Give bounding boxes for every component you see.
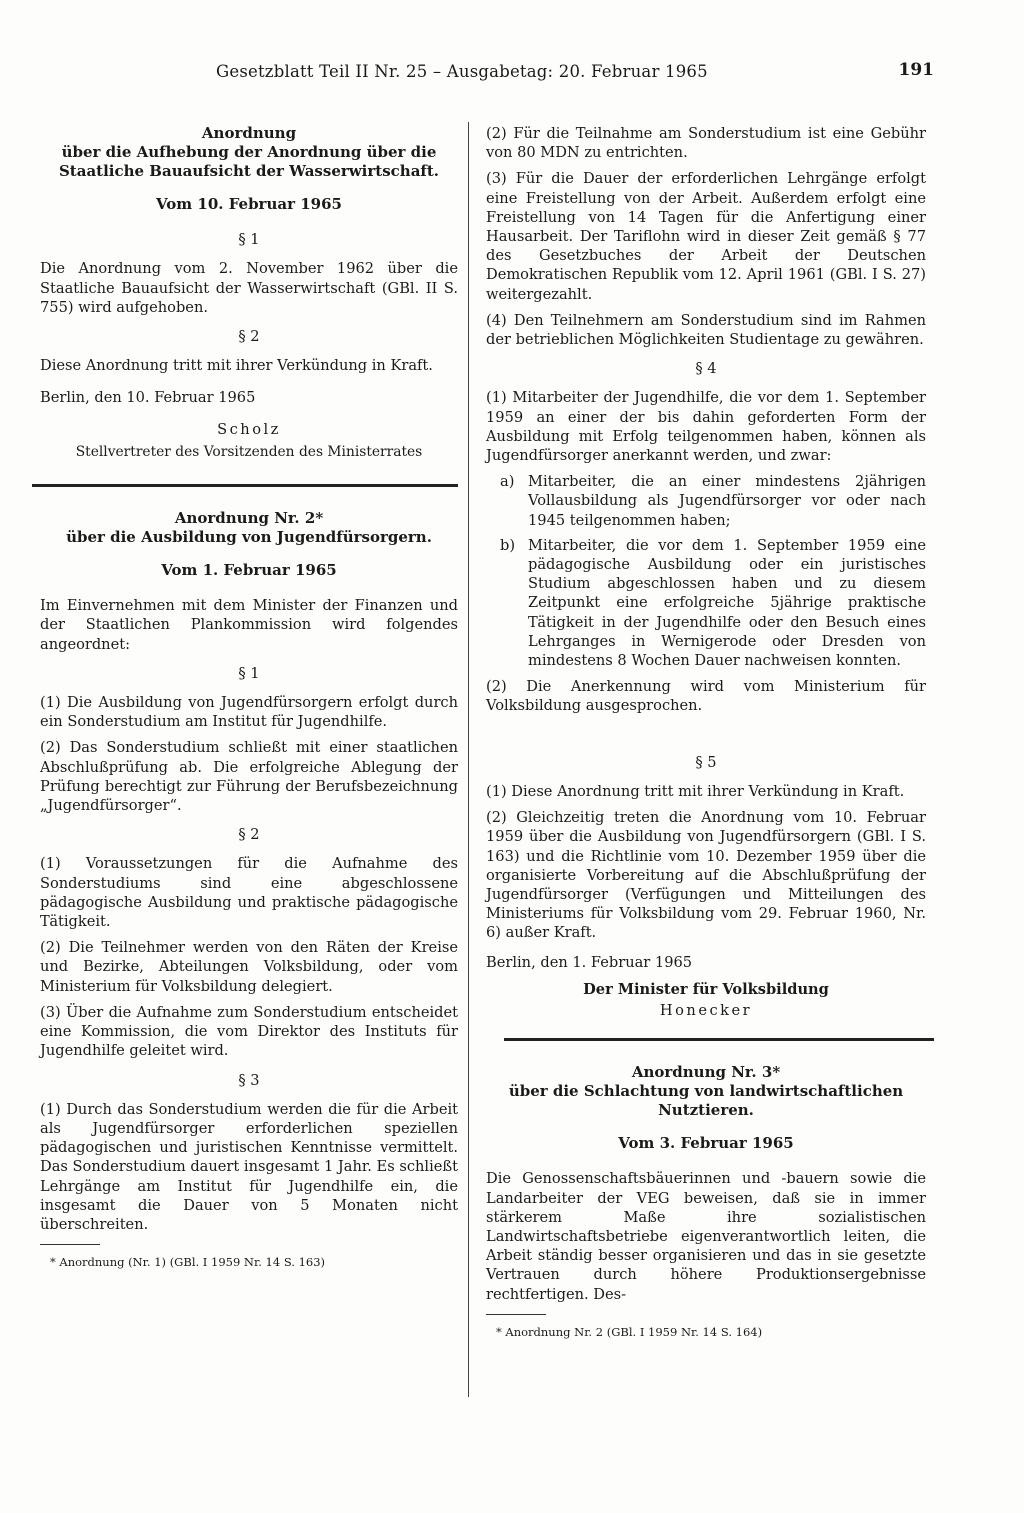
footnote-rule — [40, 1244, 100, 1245]
paragraph: (2) Die Teilnehmer werden von den Räten der Kreise und Bezirke, Abteilungen Volksbildung, oder vom Ministerium für Volksbildung delegiert. — [40, 939, 458, 995]
page-header — [40, 60, 934, 92]
paragraph: (1) Durch das Sonderstudium werden die für die Arbeit als Jugendfürsorger erforderlichen speziellen pädagogischen und juristischen Kenntnisse vermittelt. Das Sonderstudium dauert insgesamt 1 Jahr. Es schließt Lehrgänge am Institut für Jugendhilfe ein, die insgesamt die Dauer von 5 Monaten nicht überschreiten. — [40, 1100, 458, 1233]
ordinance-2-title-line: über die Ausbildung von Jugendfürsorgern. — [66, 528, 432, 547]
paragraph: Diese Anordnung tritt mit ihrer Verkündung in Kraft. — [40, 357, 433, 375]
paragraph: (2) Das Sonderstudium schließt mit einer staatlichen Abschlußprüfung ab. Die erfolgreiche Ablegung der Prüfung berechtigt zur Führung der Berufsbezeichnung „Jugendfürsorger“. — [40, 739, 458, 815]
paragraph: (4) Den Teilnehmern am Sonderstudium sind im Rahmen der betrieblichen Möglichkeiten Studientage zu gewähren. — [486, 311, 926, 349]
footnote-rule — [486, 1314, 546, 1315]
list-item-text: Mitarbeiter, die an einer mindestens 2jährigen Vollausbildung als Jugendfürsorger vor oder nach 1945 teilgenommen haben; — [528, 473, 926, 529]
page-number: 191 — [898, 60, 934, 80]
footnote: * Anordnung (Nr. 1) (GBl. I 1959 Nr. 14 S. 163) — [50, 1255, 326, 1270]
paragraph: (2) Die Anerkennung wird vom Ministerium für Volksbildung ausgesprochen. — [486, 678, 926, 715]
section-mark: § 1 — [238, 231, 260, 249]
list-item-label: a) — [500, 473, 515, 491]
section-mark: § 3 — [238, 1071, 260, 1089]
ordinance-3 — [486, 1063, 926, 1304]
paragraph: (1) Die Ausbildung von Jugendfürsorgern erfolgt durch ein Sonderstudium am Institut für Jugendhilfe. — [40, 694, 458, 731]
paragraph: (1) Diese Anordnung tritt mit ihrer Verkündung in Kraft. — [486, 782, 905, 800]
ordinance-1-title-line: über die Aufhebung der Anordnung über die — [61, 143, 437, 161]
ordinance-3-date: Vom 3. Februar 1965 — [618, 1134, 794, 1153]
ordinance-1-date: Vom 10. Februar 1965 — [156, 195, 342, 213]
signer-role: Der Minister für Volksbildung — [583, 980, 829, 998]
section-divider — [504, 1038, 934, 1041]
list-item — [486, 536, 926, 670]
section-mark: § 5 — [695, 753, 717, 771]
ordinance-1-title-line: Staatliche Bauaufsicht der Wasserwirtschaft. — [58, 162, 440, 180]
place-date: Berlin, den 1. Februar 1965 — [486, 953, 693, 971]
paragraph: (2) Für die Teilnahme am Sonderstudium ist eine Gebühr von 80 MDN zu entrichten. — [486, 125, 926, 162]
ordinance-1 — [40, 124, 458, 462]
paragraph: (1) Mitarbeiter der Jugendhilfe, die vor dem 1. September 1959 an einer der bis dahin geforderten Form der Ausbildung mit Erfolg teilgenommen haben, können als Jugendfürsorger anerkannt werden, und zwar: — [486, 389, 926, 465]
ordinance-3-title-line: Nutztieren. — [658, 1101, 754, 1120]
section-mark: § 2 — [238, 328, 260, 346]
paragraph: (1) Voraussetzungen für die Aufnahme des Sonderstudiums sind eine abgeschlossene pädagogische Ausbildung und praktische pädagogische Tätigkeit. — [40, 855, 458, 931]
paragraph: Die Anordnung vom 2. November 1962 über die Staatliche Bauaufsicht der Wasserwirtschaft (GBl. II S. 755) wird aufgehoben. — [40, 260, 458, 316]
ordinance-3-title-line: über die Schlachtung von landwirtschaftlichen — [508, 1082, 904, 1101]
ordinance-3-title-line: Anordnung Nr. 3* — [631, 1063, 781, 1082]
signer-name: Scholz — [217, 420, 281, 438]
enumeration-list — [486, 472, 926, 670]
paragraph: Im Einvernehmen mit dem Minister der Finanzen und der Staatlichen Plankommission wird folgendes angeordnet: — [40, 597, 458, 653]
list-item-label: b) — [500, 536, 516, 554]
running-title: Gesetzblatt Teil II Nr. 25 – Ausgabetag: 20. Februar 1965 — [216, 62, 708, 81]
left-column — [40, 124, 458, 1269]
paragraph: (3) Für die Dauer der erforderlichen Lehrgänge erfolgt eine Freistellung von der Arbeit. Außerdem erfolgt eine Freistellung von 14 Tagen für die Anfertigung einer Hausarbeit. Der Tariflohn wird in dieser Zeit gemäß § 77 des Gesetzbuches der Arbeit der Deutschen Demokratischen Republik vom 12. April 1961 (GBl. I S. 27) weitergezahlt. — [486, 170, 926, 303]
list-item — [486, 472, 926, 530]
column-divider — [468, 122, 469, 1397]
paragraph: Die Genossenschaftsbäuerinnen und -bauern sowie die Landarbeiter der VEG beweisen, daß sie in immer stärkerem Maße ihre sozialistischen Landwirtschaftsbetriebe eigenverantwortlich leiten, die Arbeit ständig besser organisieren und das in sie gesetzte Vertrauen durch höhere Produktionsergebnisse rechtfertigen. Des- — [486, 1170, 926, 1303]
ordinance-2-title-line: Anordnung Nr. 2* — [174, 509, 324, 528]
section-divider — [32, 484, 458, 487]
section-mark: § 2 — [238, 826, 260, 844]
signer-name: Honecker — [659, 1001, 753, 1019]
ordinance-2-date: Vom 1. Februar 1965 — [161, 561, 337, 580]
ordinance-2 — [40, 509, 458, 1234]
section-mark: § 1 — [238, 664, 260, 682]
ordinance-1-title-line: Anordnung — [201, 124, 297, 142]
right-column — [486, 124, 926, 1339]
signer-role: Stellvertreter des Vorsitzenden des Ministerrates — [75, 443, 423, 460]
section-mark: § 4 — [695, 360, 717, 378]
list-item-text: Mitarbeiter, die vor dem 1. September 1959 eine pädagogische Ausbildung oder ein juristisches Studium abgeschlossen haben und zu diesem Zeitpunkt eine erfolgreiche 5jährige praktische Tätigkeit in der Jugendhilfe oder den Besuch eines Lehrganges in Wernigerode oder Dresden von mindestens 8 Wochen Dauer nachweisen konnten. — [528, 536, 926, 670]
footnote: * Anordnung Nr. 2 (GBl. I 1959 Nr. 14 S. 164) — [496, 1324, 763, 1339]
place-date: Berlin, den 10. Februar 1965 — [40, 389, 256, 407]
paragraph: (2) Gleichzeitig treten die Anordnung vom 10. Februar 1959 über die Ausbildung von Jugendfürsorgern (GBl. I S. 163) und die Richtlinie vom 10. Dezember 1959 über die organisierte Vorbereitung auf die Abschlußprüfung der Jugendfürsorger (Verfügungen und Mitteilungen des Ministeriums für Volksbildung vom 29. Februar 1960, Nr. 6) außer Kraft. — [486, 809, 926, 942]
paragraph: (3) Über die Aufnahme zum Sonderstudium entscheidet eine Kommission, die vom Direktor des Instituts für Jugendhilfe geleitet wird. — [40, 1003, 458, 1060]
